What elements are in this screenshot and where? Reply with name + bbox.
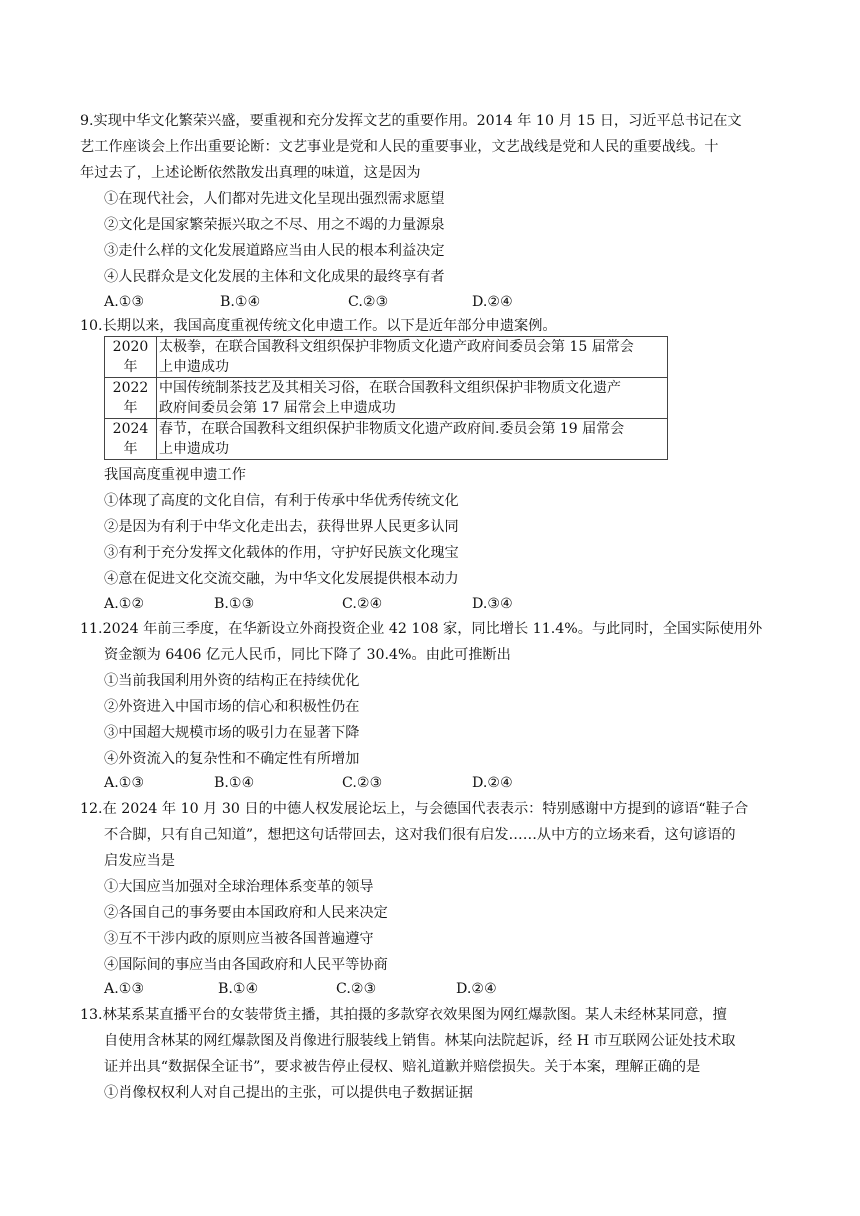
table-cell-text: 太极拳，在联合国教科文组织保护非物质文化遗产政府间委员会第 15 届常会 上申遗成功 xyxy=(157,337,668,378)
q11-option-d: D.②④ xyxy=(472,775,513,791)
table-cell-year: 2022 年 xyxy=(105,378,157,419)
q9-option-b: B.①④ xyxy=(220,294,261,310)
table-cell-text: 中国传统制茶技艺及其相关习俗，在联合国教科文组织保护非物质文化遗产 政府间委员会第 17 届常会上申遗成功 xyxy=(157,378,668,419)
table-row xyxy=(105,378,668,419)
q12-item-1: ①大国应当加强对全球治理体系变革的领导 xyxy=(104,879,374,895)
q10-option-a: A.①② xyxy=(104,596,145,612)
q10-option-b: B.①③ xyxy=(214,596,255,612)
q12-option-b: B.①④ xyxy=(218,981,259,997)
q10-option-d: D.③④ xyxy=(472,596,513,612)
table-cell-text: 春节，在联合国教科文组织保护非物质文化遗产政府间.委员会第 19 届常会 上申遗成功 xyxy=(157,419,668,460)
q12-option-a: A.①③ xyxy=(104,981,145,997)
q9-item-4: ④人民群众是文化发展的主体和文化成果的最终享有者 xyxy=(104,269,445,285)
q10-item-4: ④意在促进文化交流交融，为中华文化发展提供根本动力 xyxy=(104,571,459,587)
q12-stem-line: 启发应当是 xyxy=(104,853,175,869)
table-row xyxy=(105,337,668,378)
q9-option-d: D.②④ xyxy=(472,294,513,310)
q12-item-3: ③互不干涉内政的原则应当被各国普遍遵守 xyxy=(104,931,374,947)
q12-item-2: ②各国自己的事务要由本国政府和人民来决定 xyxy=(104,905,388,921)
table-cell-year: 2024 年 xyxy=(105,419,157,460)
q11-item-2: ②外资进入中国市场的信心和积极性仍在 xyxy=(104,699,360,715)
q12-item-4: ④国际间的事应当由各国政府和人民平等协商 xyxy=(104,957,388,973)
q11-option-c: C.②③ xyxy=(342,775,383,791)
q11-stem-line: 资金额为 6406 亿元人民币，同比下降了 30.4%。由此可推断出 xyxy=(104,647,511,663)
q9-stem-line: 艺工作座谈会上作出重要论断：文艺事业是党和人民的重要事业，文艺战线是党和人民的重要战线。十 xyxy=(80,139,719,155)
heritage-case-table xyxy=(104,336,668,460)
q12-option-d: D.②④ xyxy=(456,981,497,997)
q9-item-1: ①在现代社会，人们都对先进文化呈现出强烈需求愿望 xyxy=(104,191,445,207)
q10-item-3: ③有利于充分发挥文化载体的作用，守护好民族文化瑰宝 xyxy=(104,545,459,561)
q9-option-a: A.①③ xyxy=(104,294,145,310)
q12-option-c: C.②③ xyxy=(336,981,377,997)
q12-stem-line: 12.在 2024 年 10 月 30 日的中德人权发展论坛上，与会德国代表表示：特别感谢中方提到的谚语“鞋子合 xyxy=(80,801,749,817)
q10-item-2: ②是因为有利于中华文化走出去，获得世界人民更多认同 xyxy=(104,519,459,535)
q9-stem-line: 年过去了，上述论断依然散发出真理的味道，这是因为 xyxy=(80,165,421,181)
q11-item-4: ④外资流入的复杂性和不确定性有所增加 xyxy=(104,751,360,767)
q10-item-1: ①体现了高度的文化自信，有利于传承中华优秀传统文化 xyxy=(104,493,459,509)
q11-item-1: ①当前我国利用外资的结构正在持续优化 xyxy=(104,673,360,689)
q11-item-3: ③中国超大规模市场的吸引力在显著下降 xyxy=(104,725,360,741)
q11-option-a: A.①③ xyxy=(104,775,145,791)
q10-stem: 10.长期以来，我国高度重视传统文化申遗工作。以下是近年部分申遗案例。 xyxy=(80,318,557,334)
q11-stem-line: 11.2024 年前三季度，在华新设立外商投资企业 42 108 家，同比增长 11.4%。与此同时，全国实际使用外 xyxy=(80,621,763,637)
q13-stem-line: 自使用含林某的网红爆款图及肖像进行服装线上销售。林某向法院起诉，经 H 市互联网公证处技术取 xyxy=(104,1033,736,1049)
q13-stem-line: 证并出具“数据保全证书”，要求被告停止侵权、赔礼道歉并赔偿损失。关于本案，理解正确的是 xyxy=(104,1059,701,1075)
q12-stem-line: 不合脚，只有自己知道”，想把这句话带回去，这对我们很有启发……从中方的立场来看，这句谚语的 xyxy=(104,827,736,843)
table-cell-year: 2020 年 xyxy=(105,337,157,378)
q10-option-c: C.②④ xyxy=(342,596,383,612)
q10-lead: 我国高度重视申遗工作 xyxy=(104,467,246,483)
q13-stem-line: 13.林某系某直播平台的女装带货主播，其拍摄的多款穿衣效果图为网红爆款图。某人未经林某同意，擅 xyxy=(80,1007,727,1023)
q13-item-1: ①肖像权权利人对自己提出的主张，可以提供电子数据证据 xyxy=(104,1085,473,1101)
table-row xyxy=(105,419,668,460)
q9-option-c: C.②③ xyxy=(348,294,389,310)
q9-stem-line: 9.实现中华文化繁荣兴盛，要重视和充分发挥文艺的重要作用。2014 年 10 月 15 日，习近平总书记在文 xyxy=(80,113,742,129)
q9-item-3: ③走什么样的文化发展道路应当由人民的根本利益决定 xyxy=(104,243,445,259)
q9-item-2: ②文化是国家繁荣振兴取之不尽、用之不竭的力量源泉 xyxy=(104,217,445,233)
q11-option-b: B.①④ xyxy=(214,775,255,791)
